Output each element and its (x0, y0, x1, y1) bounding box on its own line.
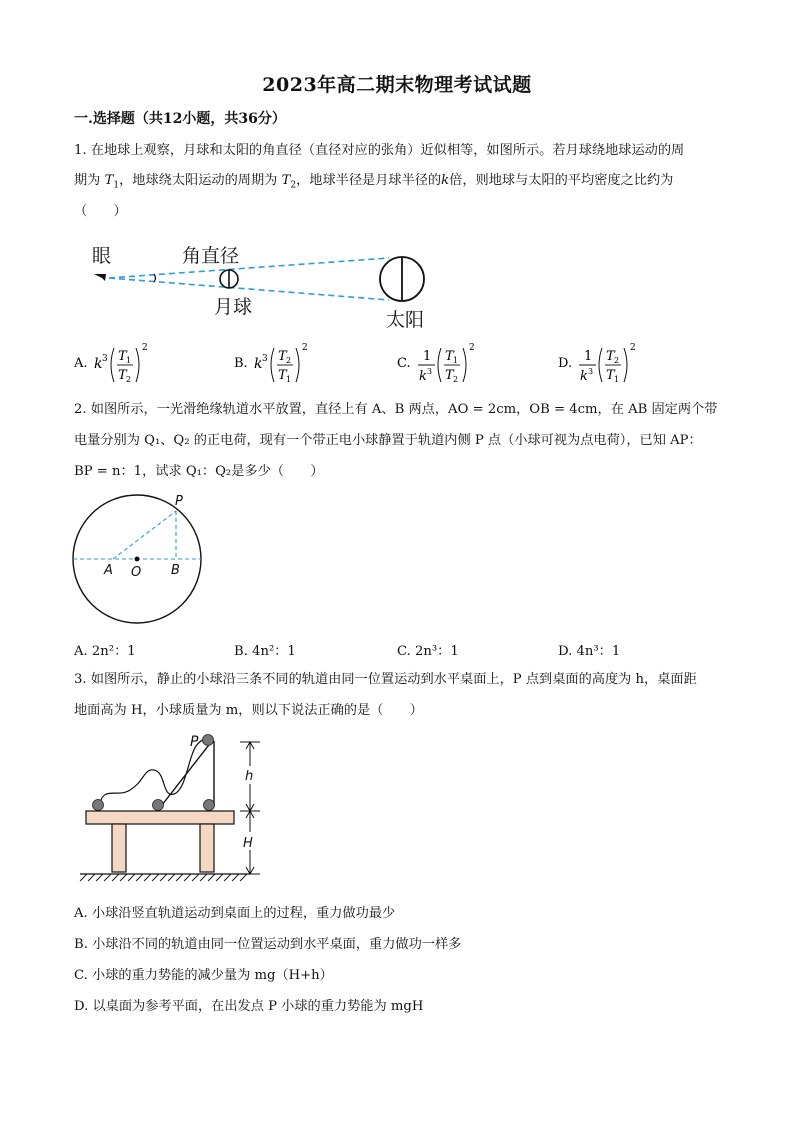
q1-option-a[interactable] (74, 340, 164, 394)
svg-text:2: 2 (286, 356, 292, 365)
ball-top (203, 735, 214, 746)
table-top (86, 811, 234, 824)
fig-angle-label: 角直径 (182, 245, 240, 267)
q3-option-d[interactable]: D. 以桌面为参考平面，在出发点 P 小球的重力势能为 mgH (74, 999, 424, 1014)
svg-text:3: 3 (262, 354, 268, 364)
q1-option-c[interactable] (397, 340, 487, 394)
svg-text:T: T (606, 368, 615, 383)
svg-text:3: 3 (588, 367, 594, 376)
svg-text:2: 2 (453, 375, 459, 384)
center-point (135, 557, 140, 562)
q1-option-b[interactable] (234, 340, 324, 394)
ball-middle (153, 800, 164, 811)
fig-label-H: H (243, 836, 253, 851)
q2-figure (70, 494, 210, 628)
q2-option-d[interactable]: D. 4n³：1 (558, 644, 621, 659)
q3-figure (78, 728, 268, 888)
svg-text:1: 1 (453, 356, 459, 365)
svg-text:C.: C. (397, 356, 411, 371)
q1-option-d[interactable] (558, 340, 648, 394)
svg-text:1: 1 (614, 375, 620, 384)
table-leg-left (112, 824, 126, 872)
svg-text:2: 2 (614, 356, 620, 365)
svg-text:1: 1 (126, 356, 132, 365)
svg-text:T: T (445, 368, 454, 383)
svg-text:3: 3 (102, 354, 108, 364)
q3-line-2: 地面高为 H，小球质量为 m，则以下说法正确的是（ ） (74, 703, 423, 718)
fig-eye-label: 眼 (92, 245, 112, 267)
svg-text:D.: D. (558, 356, 573, 371)
fig-label-p: P (190, 734, 199, 750)
eye-icon (94, 274, 106, 281)
fig-moon-label: 月球 (214, 296, 253, 318)
q3-option-a[interactable]: A. 小球沿竖直轨道运动到桌面上的过程，重力做功最少 (74, 906, 396, 921)
svg-text:T: T (606, 349, 615, 364)
svg-text:2: 2 (630, 343, 636, 353)
svg-text:k: k (580, 369, 588, 384)
q2-line-2: 电量分别为 Q₁、Q₂ 的正电荷，现有一个带正电小球静置于轨道内侧 P 点（小球可视为点电荷），已知 AP： (74, 433, 702, 448)
q2-option-c[interactable]: C. 2n³：1 (397, 644, 459, 659)
svg-text:k: k (419, 369, 427, 384)
svg-text:T: T (445, 349, 454, 364)
svg-text:1: 1 (423, 349, 432, 364)
q1-figure (84, 238, 434, 332)
section-title: 一.选择题（共12小题，共36分） (74, 111, 286, 127)
q2-line-3: BP = n：1，试求 Q₁：Q₂是多少（ ） (74, 464, 324, 479)
q2-line-1: 2. 如图所示，一光滑绝缘轨道水平放置，直径上有 A、B 两点，AO = 2cm，OB = 4cm，在 AB 固定两个带 (74, 402, 718, 417)
svg-text:2: 2 (469, 343, 475, 353)
svg-text:T: T (118, 368, 127, 383)
q1-line-1: 1. 在地球上观察，月球和太阳的角直径（直径对应的张角）近似相等，如图所示。若月球绕地球运动的周 (74, 143, 685, 158)
q3-option-c[interactable]: C. 小球的重力势能的减少量为 mg（H+h） (74, 968, 333, 983)
svg-text:T: T (278, 349, 287, 364)
page-title: 2023年高二期末物理考试试题 (262, 74, 532, 96)
table-leg-right (200, 824, 214, 872)
fig-label-o: O (131, 565, 142, 580)
svg-text:2: 2 (126, 375, 132, 384)
ball-right (204, 800, 215, 811)
fig-label-b: B (171, 563, 180, 578)
svg-text:2: 2 (302, 343, 308, 353)
fig-label-h: h (245, 769, 254, 784)
ball-left (93, 800, 104, 811)
svg-text:k: k (254, 356, 263, 372)
q2-option-a[interactable]: A. 2n²：1 (74, 644, 136, 659)
q1-line-3: （ ） (74, 204, 127, 219)
svg-text:2: 2 (142, 343, 148, 353)
q2-option-b[interactable]: B. 4n²：1 (234, 644, 296, 659)
svg-text:3: 3 (427, 367, 433, 376)
q3-line-1: 3. 如图所示，静止的小球沿三条不同的轨道由同一位置运动到水平桌面上，P 点到桌面的高度为 h，桌面距 (74, 672, 697, 687)
svg-text:1: 1 (584, 349, 593, 364)
fig-label-a: A (104, 563, 113, 578)
svg-text:T: T (118, 349, 127, 364)
q3-option-b[interactable]: B. 小球沿不同的轨道由同一位置运动到水平桌面，重力做功一样多 (74, 937, 462, 952)
svg-text:B.: B. (234, 356, 248, 371)
svg-text:T: T (278, 368, 287, 383)
fig-sun-label: 太阳 (386, 309, 425, 331)
svg-text:1: 1 (286, 375, 292, 384)
q1-line-2: 期为 $T_1$，地球绕太阳运动的周期为 $T_2$，地球半径是月球半径的k倍，则地球与太阳的平均密度之比约为 (74, 173, 674, 191)
svg-text:A.: A. (74, 356, 88, 371)
fig-label-p: P (175, 494, 183, 509)
svg-text:k: k (94, 356, 103, 372)
